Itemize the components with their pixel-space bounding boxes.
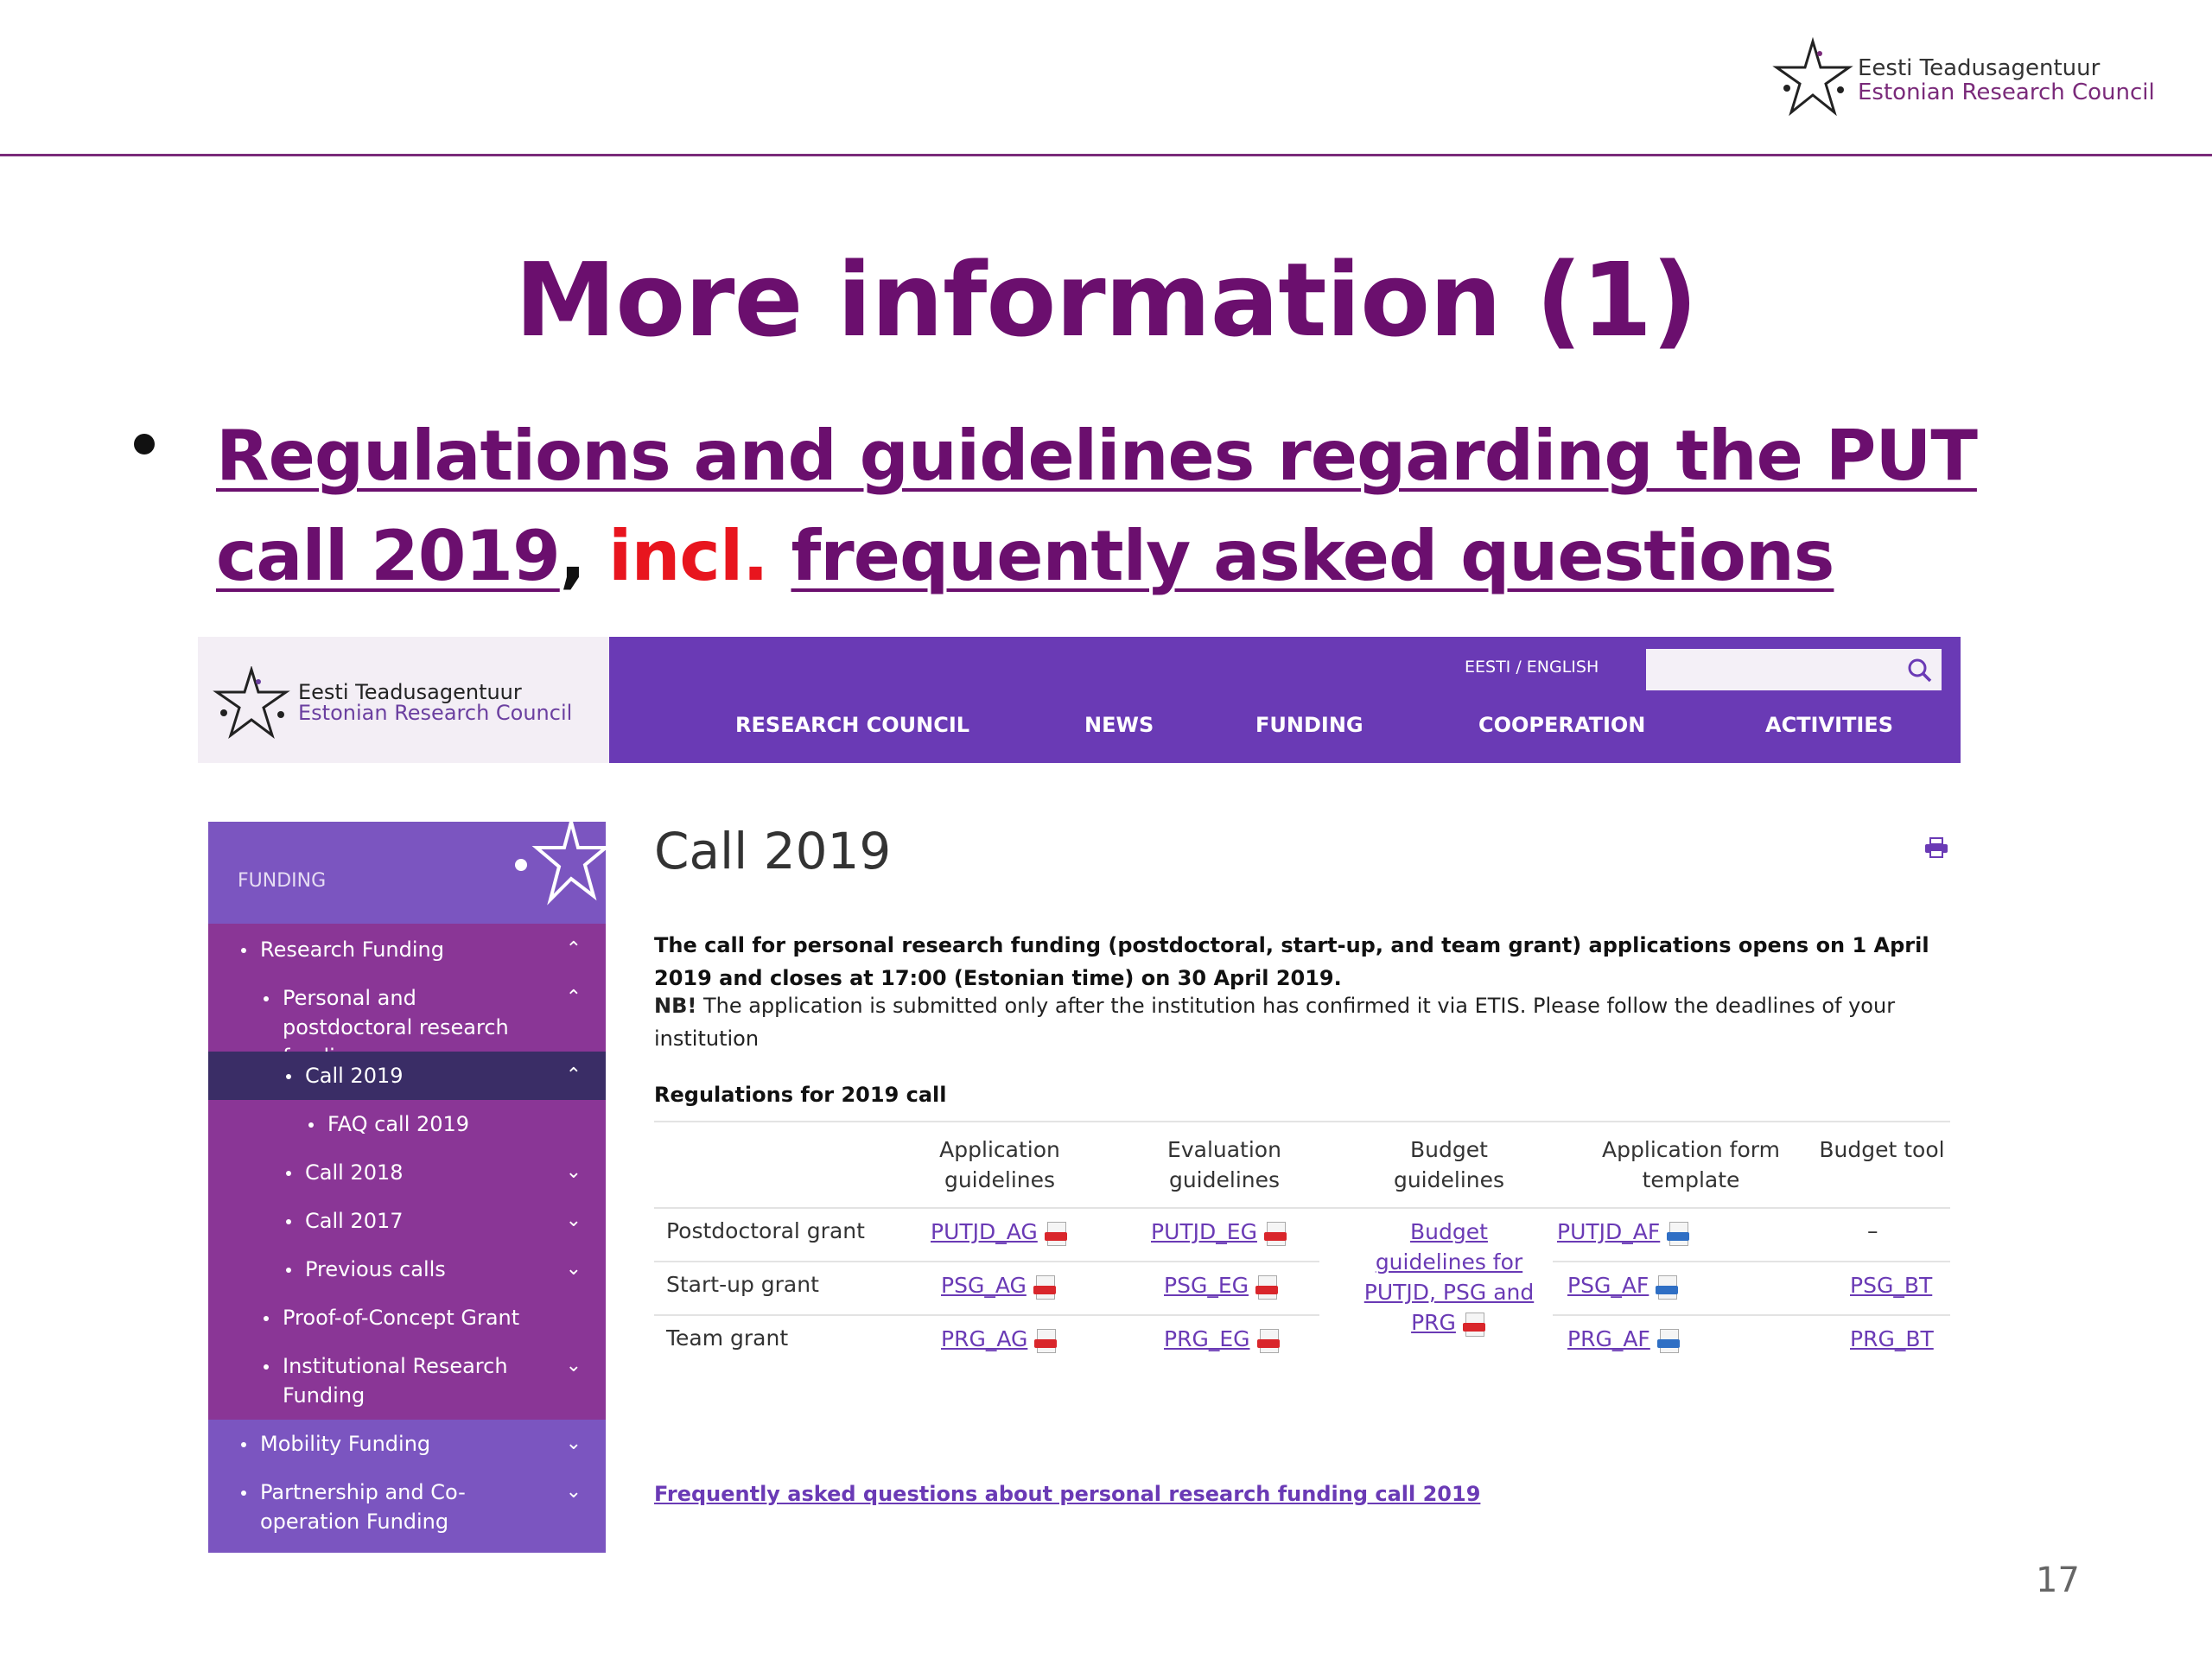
link-psg-ag[interactable]: PSG_AG bbox=[941, 1270, 1058, 1300]
link-prg-ag[interactable]: PRG_AG bbox=[941, 1324, 1058, 1354]
site-logo-line-2: Estonian Research Council bbox=[298, 701, 573, 725]
link-prg-eg[interactable]: PRG_EG bbox=[1164, 1324, 1281, 1354]
link-putjd-eg[interactable]: PUTJD_EG bbox=[1151, 1217, 1288, 1247]
chevron-up-icon[interactable]: ⌃ bbox=[565, 1065, 582, 1086]
nb-label: NB! bbox=[654, 994, 697, 1018]
sidebar-item-personal-funding[interactable] bbox=[208, 974, 606, 1052]
link-budget-guidelines[interactable]: Budget guidelines for PUTJD, PSG and PRG bbox=[1363, 1219, 1535, 1335]
budget-tool-none: – bbox=[1867, 1218, 1878, 1243]
nav-funding[interactable]: FUNDING bbox=[1255, 713, 1363, 737]
pdf-icon bbox=[1257, 1329, 1281, 1351]
col-header-budget-guidelines: Budget guidelines bbox=[1393, 1137, 1505, 1192]
sidebar-item-mobility-funding[interactable] bbox=[208, 1420, 606, 1468]
col-header-application-guidelines: Application guidelines bbox=[939, 1137, 1060, 1192]
sidebar-item-label: Personal and postdoctoral research bbox=[283, 986, 509, 1039]
table-divider bbox=[654, 1121, 1950, 1122]
table-divider bbox=[654, 1314, 1319, 1316]
sidebar-item-faq-call-2019[interactable] bbox=[208, 1100, 606, 1148]
website-screenshot bbox=[198, 637, 1961, 1553]
nav-activities[interactable]: ACTIVITIES bbox=[1765, 713, 1893, 737]
table-divider bbox=[1553, 1314, 1950, 1316]
etag-logo bbox=[1771, 36, 2155, 123]
pdf-icon bbox=[1255, 1275, 1280, 1298]
page-number: 17 bbox=[2036, 1560, 2080, 1600]
site-logo[interactable] bbox=[198, 637, 609, 763]
docx-icon bbox=[1656, 1275, 1680, 1298]
logo-line-2: Estonian Research Council bbox=[1858, 79, 2155, 105]
sidebar-item-label: FAQ call 2019 bbox=[327, 1112, 470, 1136]
sidebar-item-label: Partnership and Co-operation Funding bbox=[260, 1480, 466, 1534]
sidebar-item-label: Call 2018 bbox=[305, 1160, 404, 1185]
star-logo-icon bbox=[210, 666, 293, 741]
sidebar-header bbox=[208, 822, 606, 924]
bullet-point bbox=[134, 434, 155, 454]
docx-icon bbox=[1667, 1222, 1691, 1244]
sidebar-item-partnership-funding[interactable] bbox=[208, 1468, 606, 1553]
nb-text: The application is submitted only after the institution has confirmed it via ETIS. Please follow the deadlines of your institution bbox=[654, 994, 1896, 1051]
chevron-up-icon[interactable]: ⌃ bbox=[565, 987, 582, 1008]
print-icon[interactable] bbox=[1924, 837, 1948, 861]
table-divider bbox=[654, 1261, 1319, 1262]
chevron-down-icon[interactable]: ⌄ bbox=[565, 1161, 582, 1183]
nb-notice bbox=[654, 989, 1959, 1055]
regulations-link[interactable]: Regulations and guidelines regarding the PUT call 2019 bbox=[216, 416, 1977, 596]
faq-slide-link[interactable]: frequently asked questions bbox=[791, 516, 1834, 596]
search-icon[interactable] bbox=[1907, 658, 1933, 683]
search-input[interactable] bbox=[1646, 649, 1942, 690]
link-psg-eg[interactable]: PSG_EG bbox=[1164, 1270, 1280, 1300]
table-divider bbox=[1553, 1261, 1950, 1262]
pdf-icon bbox=[1463, 1313, 1487, 1335]
star-decoration-icon bbox=[502, 822, 606, 924]
chevron-down-icon[interactable]: ⌄ bbox=[565, 1481, 582, 1503]
nav-cooperation[interactable]: COOPERATION bbox=[1478, 713, 1646, 737]
sidebar-item-label: Proof-of-Concept Grant bbox=[283, 1306, 520, 1330]
funding-sidebar bbox=[208, 822, 606, 1553]
sidebar-item-label: Previous calls bbox=[305, 1257, 446, 1281]
star-logo-icon bbox=[1771, 36, 1854, 119]
table-divider bbox=[654, 1207, 1950, 1209]
sidebar-item-research-funding[interactable] bbox=[208, 925, 606, 974]
link-psg-af[interactable]: PSG_AF bbox=[1567, 1270, 1680, 1300]
sidebar-item-label: Mobility Funding bbox=[260, 1432, 431, 1456]
sidebar-header-label: FUNDING bbox=[238, 870, 327, 892]
chevron-down-icon[interactable]: ⌄ bbox=[565, 1258, 582, 1280]
call-intro-text: The call for personal research funding (postdoctoral, start-up, and team grant) applications opens on 1 April 2019 and closes at 17:00 (Estonian time) on 30 April 2019. bbox=[654, 933, 1929, 990]
link-prg-af[interactable]: PRG_AF bbox=[1567, 1324, 1681, 1354]
chevron-down-icon[interactable]: ⌄ bbox=[565, 1433, 582, 1454]
chevron-down-icon[interactable]: ⌄ bbox=[565, 1210, 582, 1231]
nav-research-council[interactable]: RESEARCH COUNCIL bbox=[735, 713, 970, 737]
row-label-postdoctoral: Postdoctoral grant bbox=[666, 1218, 865, 1243]
pdf-icon bbox=[1034, 1329, 1058, 1351]
sidebar-item-institutional-funding[interactable] bbox=[208, 1342, 606, 1420]
col-header-application-form-template: Application form template bbox=[1602, 1137, 1780, 1192]
faq-link[interactable]: Frequently asked questions about personal research funding call 2019 bbox=[654, 1482, 1481, 1506]
regulations-heading: Regulations for 2019 call bbox=[654, 1083, 947, 1107]
bullet-text bbox=[216, 406, 2031, 607]
nav-news[interactable]: NEWS bbox=[1084, 713, 1154, 737]
sidebar-item-call-2019[interactable] bbox=[208, 1052, 606, 1100]
page-title: Call 2019 bbox=[654, 822, 892, 880]
sidebar-item-label: Institutional Research Funding bbox=[283, 1354, 508, 1408]
col-header-evaluation-guidelines: Evaluation guidelines bbox=[1167, 1137, 1281, 1192]
link-putjd-ag[interactable]: PUTJD_AG bbox=[931, 1217, 1069, 1247]
docx-icon bbox=[1657, 1329, 1681, 1351]
site-logo-line-1: Eesti Teadusagentuur bbox=[298, 680, 522, 704]
sidebar-item-label: Research Funding bbox=[260, 938, 444, 962]
bullet-comma: , bbox=[559, 516, 586, 596]
sidebar-item-previous-calls[interactable] bbox=[208, 1245, 606, 1294]
chevron-up-icon[interactable]: ⌃ bbox=[565, 938, 582, 960]
sidebar-item-call-2018[interactable] bbox=[208, 1148, 606, 1197]
sidebar-item-label: Call 2019 bbox=[305, 1064, 404, 1088]
slide-header bbox=[0, 0, 2212, 156]
col-header-budget-tool: Budget tool bbox=[1819, 1137, 1945, 1162]
chevron-down-icon[interactable]: ⌄ bbox=[565, 1355, 582, 1376]
link-psg-bt[interactable]: PSG_BT bbox=[1850, 1273, 1933, 1298]
incl-text: incl. bbox=[608, 516, 768, 596]
slide-title: More information (1) bbox=[514, 240, 1698, 359]
pdf-icon bbox=[1033, 1275, 1058, 1298]
pdf-icon bbox=[1264, 1222, 1288, 1244]
logo-line-1: Eesti Teadusagentuur bbox=[1858, 55, 2101, 81]
link-putjd-af[interactable]: PUTJD_AF bbox=[1557, 1217, 1691, 1247]
row-label-start-up: Start-up grant bbox=[666, 1272, 819, 1297]
link-prg-bt[interactable]: PRG_BT bbox=[1850, 1326, 1934, 1351]
site-navbar bbox=[609, 637, 1961, 763]
row-label-team: Team grant bbox=[666, 1325, 789, 1351]
pdf-icon bbox=[1045, 1222, 1069, 1244]
language-switch[interactable]: EESTI / ENGLISH bbox=[1465, 658, 1599, 677]
sidebar-item-label: Call 2017 bbox=[305, 1209, 404, 1233]
sidebar-item-call-2017[interactable] bbox=[208, 1197, 606, 1245]
sidebar-item-proof-of-concept[interactable] bbox=[208, 1294, 606, 1342]
